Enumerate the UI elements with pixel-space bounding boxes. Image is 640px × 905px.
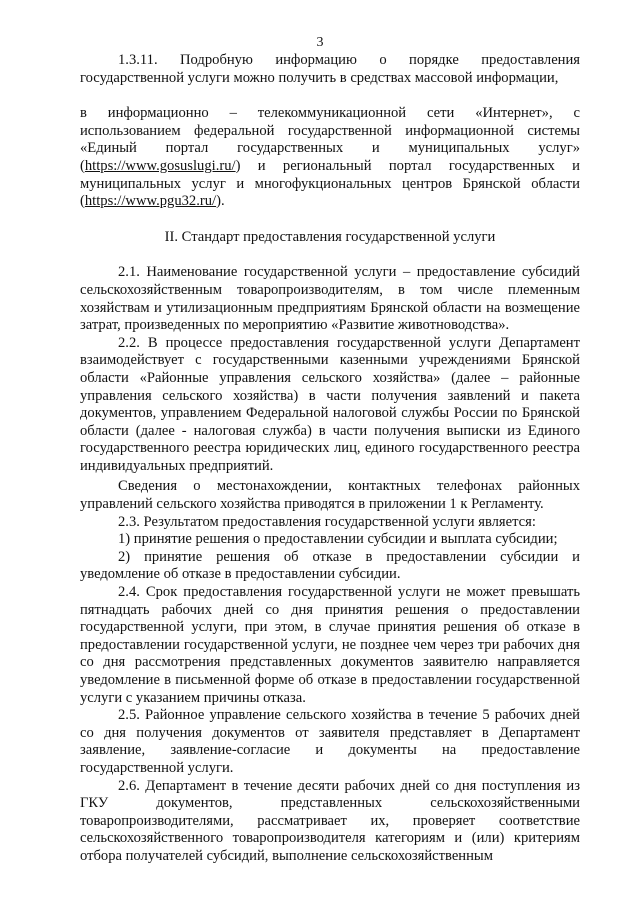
pgu32-link[interactable]: https://www.pgu32.ru/ [84, 193, 217, 210]
paragraph-contacts: Сведения о местонахождении, контактных телефонах районных управлений сельского хозяйства приводятся в приложении 1 к Регламенту. [80, 478, 580, 513]
paragraph-internet-text-b: ) и региональный портал государственных и муниципальных услуг и многофукциональных центров Брянской области ( [80, 157, 580, 210]
gosuslugi-link[interactable]: https://www.gosuslugi.ru/ [84, 157, 236, 174]
paragraph-result-2: 2) принятие решения об отказе в предоставлении субсидии и уведомление об отказе в предоставлении субсидии. [80, 548, 580, 583]
page-number: 3 [316, 35, 324, 50]
paragraph-2-6: 2.6. Департамент в течение десяти рабочих дней со дня поступления из ГКУ документов, представленных сельскохозяйственными товаропроизводителями, рассматривает их, проверяет соответствие сельскохозяйственного товаропроизводителя категориям и (или) критериям отбора получателей субсидий, выполнение сельскохозяйственным [80, 777, 580, 864]
paragraph-internet-text-c: ). [216, 193, 225, 210]
paragraph-2-1: 2.1. Наименование государственной услуги – предоставление субсидий сельскохозяйственным товаропроизводителям, в том числе племенным хозяйствам и утилизационным предприятиям Брянской области на возмещение затрат, произведенных по мероприятию «Развитие животноводства». [80, 264, 580, 334]
paragraph-2-4: 2.4. Срок предоставления государственной услуги не может превышать пятнадцать рабочих дней со дня принятия решения о предоставлении государственной услуги, при этом, в случае принятия решения об отказе в предоставлении государственной услуги, не позднее чем через три рабочих дня со дня рассмотрения представленных документов заявителю направляется уведомление в письменной форме об отказе в предоставлении государственной услуги с указанием причины отказа. [80, 584, 580, 706]
paragraph-2-2: 2.2. В процессе предоставления государственной услуги Департамент взаимодействует с государственными казенными учреждениями Брянской области «Районные управления сельского хозяйства» (далее – районные управления сельского хозяйства) в части получения заявлений и пакета документов, управлением Федеральной налоговой службы России по Брянской области (далее - налоговая служба) в части получения выписки из Единого государственного реестра юридических лиц, единого государственного реестра индивидуальных предприятий. [80, 334, 580, 474]
paragraph-1-3-11: 1.3.11. Подробную информацию о порядке предоставления государственной услуги можно получить в средствах массовой информации, [80, 52, 580, 86]
paragraph-2-5: 2.5. Районное управление сельского хозяйства в течение 5 рабочих дней со дня получения документов от заявителя представляет в Департамент заявление, заявление-согласие и документы на предоставление государственной услуги. [80, 707, 580, 776]
paragraph-2-3: 2.3. Результатом предоставления государственной услуги является: [118, 513, 536, 530]
paragraph-internet-text-a: в информационно – телекоммуникационной сети «Интернет», с использованием федеральной государственной информационной системы «Единый портал государственных и муниципальных услуг» ( [80, 105, 580, 174]
paragraph-internet [80, 105, 580, 211]
section-heading: II. Стандарт предоставления государственной услуги [164, 228, 496, 245]
document-body [80, 52, 580, 866]
paragraph-result-1: 1) принятие решения о предоставлении субсидии и выплата субсидии; [118, 531, 558, 548]
